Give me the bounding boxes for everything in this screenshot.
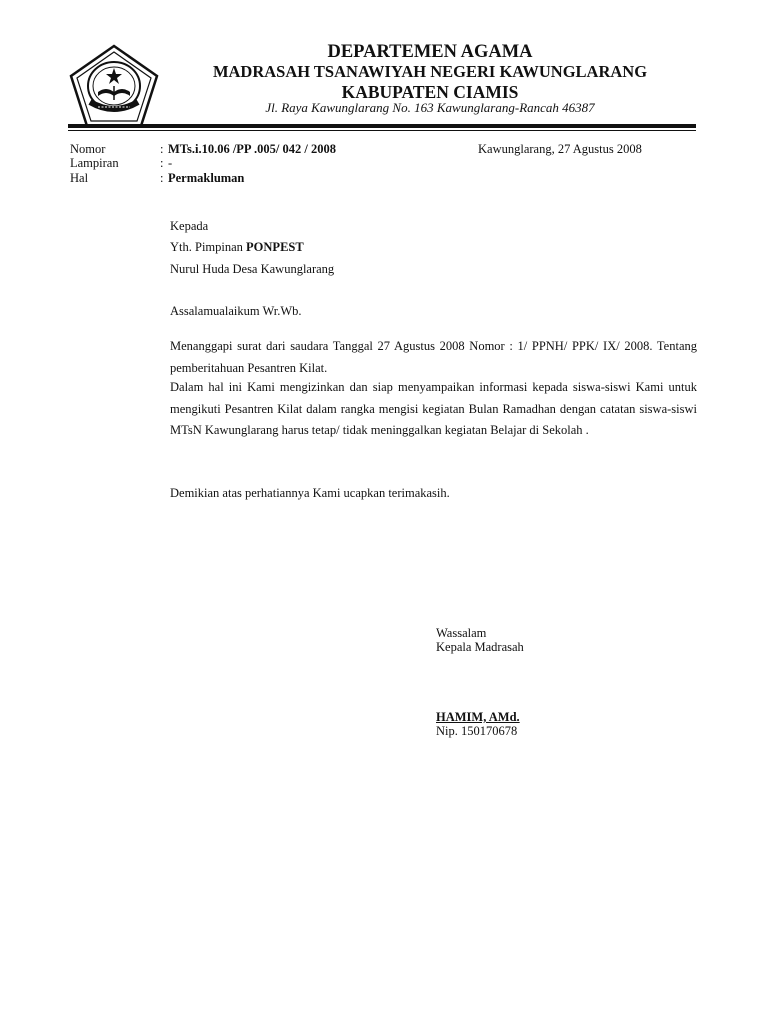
recipient-line1-bold: PONPEST: [246, 240, 304, 254]
lampiran-label: Lampiran: [70, 156, 119, 170]
place-date: Kawunglarang, 27 Agustus 2008: [478, 142, 642, 156]
lampiran-value: -: [168, 156, 173, 170]
hal-separator: :: [160, 171, 164, 185]
letterhead-divider-thin: [68, 130, 696, 131]
recipient-line1-prefix: Yth. Pimpinan: [170, 240, 247, 254]
paragraph-1: Menanggapi surat dari saudara Tanggal 27 Agustus 2008 Nomor : 1/ PPNH/ PPK/ IX/ 2008. Tentang pemberitahuan Pesantren Kilat.: [170, 339, 697, 375]
closing: Demikian atas perhatiannya Kami ucapkan terimakasih.: [170, 486, 450, 500]
nomor-label: Nomor: [70, 142, 106, 156]
letterhead-department: DEPARTEMEN AGAMA: [327, 42, 533, 62]
letterhead-divider-thick: [68, 124, 696, 128]
hal-value: Permakluman: [168, 171, 245, 185]
letterhead-address: Jl. Raya Kawunglarang No. 163 Kawunglarang-Rancah 46387: [265, 100, 595, 115]
hal-label: Hal: [70, 171, 89, 185]
signature-salutation: Wassalam: [436, 626, 487, 640]
signature-nip: Nip. 150170678: [436, 724, 518, 738]
nomor-value: MTs.i.10.06 /PP .005/ 042 / 2008: [168, 142, 336, 156]
lampiran-separator: :: [160, 156, 164, 170]
letterhead-regency: KABUPATEN CIAMIS: [341, 82, 519, 102]
ministry-emblem-icon: [68, 44, 160, 128]
paragraph-2: Dalam hal ini Kami mengizinkan dan siap menyampaikan informasi kepada siswa-siswi Kami untuk mengikuti Pesantren Kilat dalam rangka mengisi kegiatan Bulan Ramadhan dengan catatan siswa-siswi MTsN Kawunglarang harus tetap/ tidak meninggalkan kegiatan Belajar di Sekolah .: [170, 380, 697, 437]
letterhead-school: MADRASAH TSANAWIYAH NEGERI KAWUNGLARANG: [212, 62, 648, 81]
signature-position: Kepala Madrasah: [436, 640, 524, 654]
recipient-line1: [170, 240, 304, 255]
greeting: Assalamualaikum Wr.Wb.: [170, 304, 302, 318]
recipient-line2: Nurul Huda Desa Kawunglarang: [170, 262, 335, 276]
nomor-separator: :: [160, 142, 164, 156]
recipient-kepada: Kepada: [170, 219, 209, 233]
signature-name: HAMIM, AMd.: [436, 710, 520, 724]
